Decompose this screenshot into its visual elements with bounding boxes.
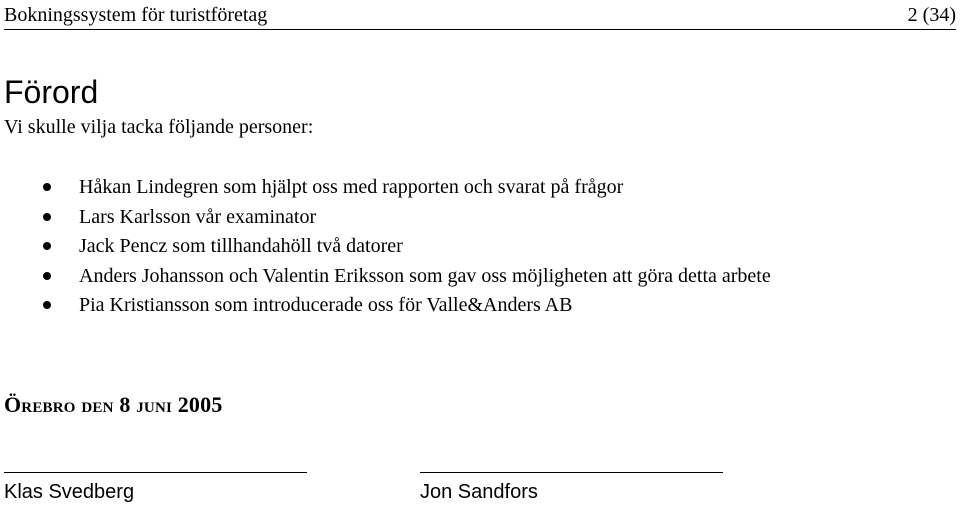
acknowledgement-list [0, 173, 771, 321]
signature-line [420, 472, 723, 473]
list-item [0, 232, 771, 262]
bullet-icon [43, 272, 51, 280]
list-item [0, 291, 771, 321]
list-item-text: Lars Karlsson vår examinator [79, 205, 317, 228]
page-header [4, 3, 956, 30]
list-item-text: Anders Johansson och Valentin Eriksson som gav oss möjligheten att göra detta arbete [79, 264, 771, 287]
place-and-date: Örebro den 8 juni 2005 [4, 392, 223, 417]
signature-line [4, 472, 307, 473]
bullet-icon [43, 183, 51, 191]
list-item [0, 173, 771, 203]
bullet-icon [43, 301, 51, 309]
bullet-icon [43, 213, 51, 221]
signature-name: Jon Sandfors [420, 481, 538, 503]
list-item-text: Håkan Lindegren som hjälpt oss med rapporten och svarat på frågor [79, 176, 624, 198]
bullet-icon [43, 242, 51, 250]
document-title: Bokningssystem för turistföretag [4, 4, 268, 26]
list-item-text: Jack Pencz som tillhandahöll två datorer [79, 235, 403, 257]
section-heading: Förord [4, 74, 99, 110]
page-number: 2 (34) [907, 4, 956, 26]
intro-text: Vi skulle vilja tacka följande personer: [4, 116, 314, 138]
list-item-text: Pia Kristiansson som introducerade oss för Valle&Anders AB [79, 294, 573, 316]
list-item [0, 262, 771, 292]
signature-name: Klas Svedberg [4, 481, 135, 503]
list-item [0, 203, 771, 233]
